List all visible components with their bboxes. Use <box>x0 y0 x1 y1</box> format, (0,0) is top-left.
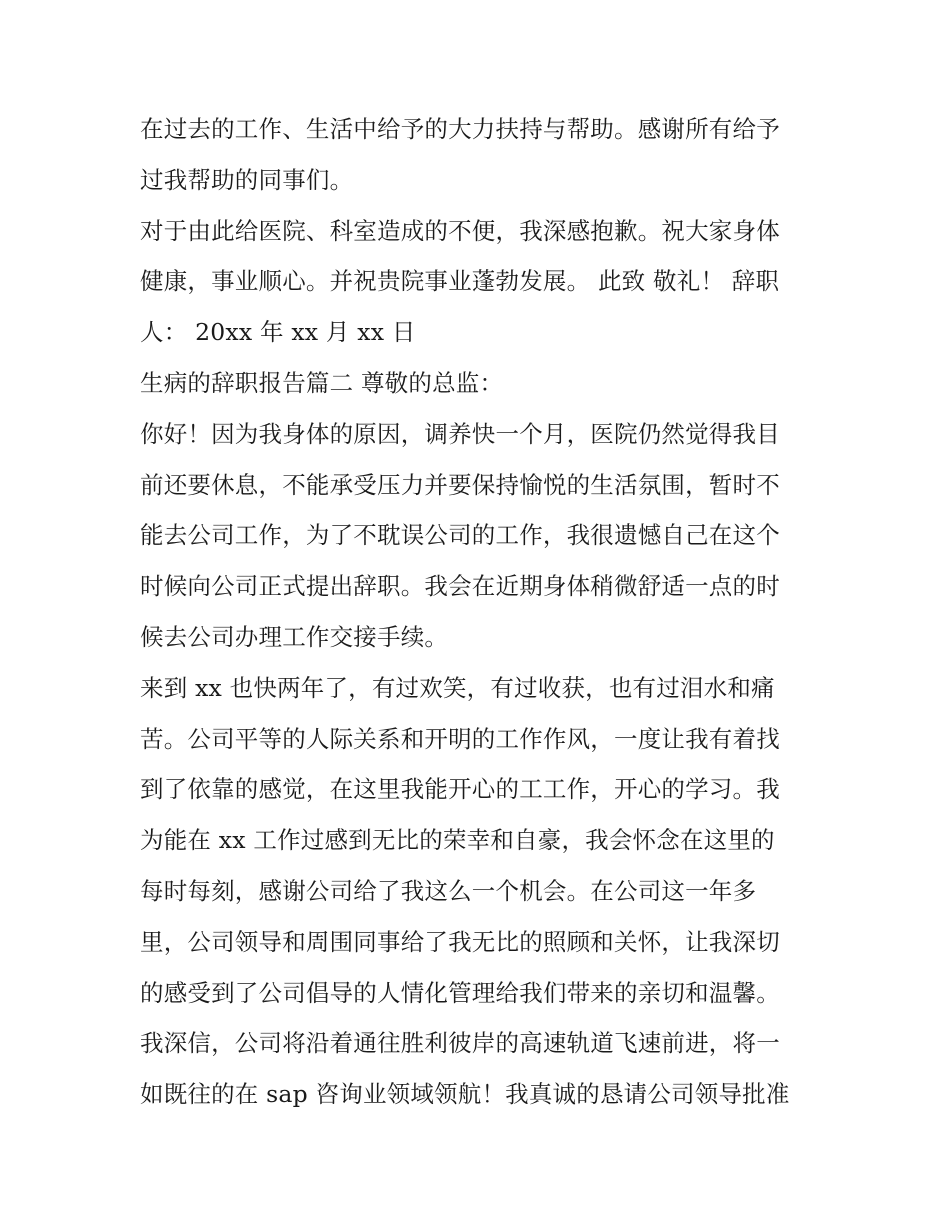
section-heading-line: 生病的辞职报告篇二 尊敬的总监： <box>140 368 504 397</box>
text-line: 为能在 xx 工作过感到无比的荣幸和自豪，我会怀念在这里的 <box>140 826 775 855</box>
text-line: 苦。公司平等的人际关系和开明的工作作风，一度让我有着找 <box>140 724 780 753</box>
text-line: 能去公司工作，为了不耽误公司的工作，我很遗憾自己在这个 <box>140 521 780 550</box>
text-line: 对于由此给医院、科室造成的不便，我深感抱歉。祝大家身体 <box>140 216 780 245</box>
text-line: 时候向公司正式提出辞职。我会在近期身体稍微舒适一点的时 <box>140 572 780 601</box>
text-line: 过我帮助的同事们。 <box>140 165 354 194</box>
text-line: 在过去的工作、生活中给予的大力扶持与帮助。感谢所有给予 <box>140 115 780 143</box>
text-line: 人： 20xx 年 xx 月 xx 日 <box>140 318 416 347</box>
text-line: 你好！因为我身体的原因，调养快一个月，医院仍然觉得我目 <box>140 419 780 448</box>
text-line: 如既往的在 sap 咨询业领域领航！我真诚的恳请公司领导批准 <box>140 1080 790 1109</box>
document-body <box>140 104 820 1120</box>
text-line: 我深信，公司将沿着通往胜利彼岸的高速轨道飞速前进，将一 <box>140 1029 780 1058</box>
text-line: 候去公司办理工作交接手续。 <box>140 622 449 651</box>
text-line: 到了依靠的感觉，在这里我能开心的工工作，开心的学习。我 <box>140 775 780 804</box>
text-line: 健康，事业顺心。并祝贵院事业蓬勃发展。 此致 敬礼！ 辞职 <box>140 267 780 296</box>
text-line: 来到 xx 也快两年了，有过欢笑，有过收获，也有过泪水和痛 <box>140 673 775 702</box>
text-line: 的感受到了公司倡导的人情化管理给我们带来的亲切和温馨。 <box>140 978 780 1007</box>
text-line: 每时每刻，感谢公司给了我这么一个机会。在公司这一年多 <box>140 876 757 905</box>
text-line: 前还要休息，不能承受压力并要保持愉悦的生活氛围，暂时不 <box>140 470 780 499</box>
text-line: 里，公司领导和周围同事给了我无比的照顾和关怀，让我深切 <box>140 927 780 956</box>
